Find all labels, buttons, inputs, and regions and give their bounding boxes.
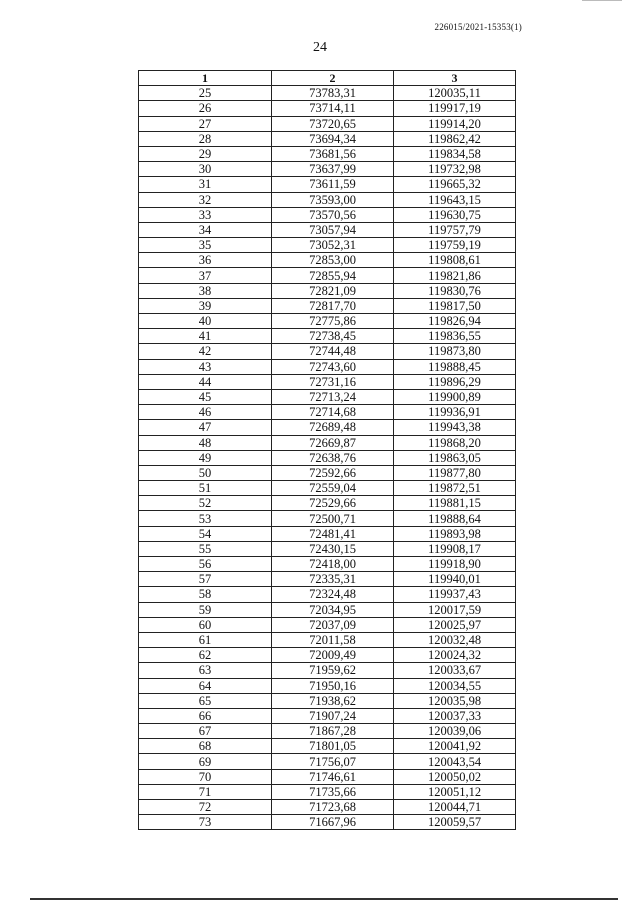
x-coordinate-cell: 71938,62: [272, 693, 394, 708]
point-number-cell: 38: [139, 283, 272, 298]
coordinates-table: [138, 70, 516, 830]
point-number-cell: 57: [139, 572, 272, 587]
point-number-cell: 51: [139, 481, 272, 496]
x-coordinate-cell: 72821,09: [272, 283, 394, 298]
x-coordinate-cell: 72775,86: [272, 314, 394, 329]
point-number-cell: 27: [139, 116, 272, 131]
table-row: [139, 329, 516, 344]
x-coordinate-cell: 72324,48: [272, 587, 394, 602]
point-number-cell: 61: [139, 632, 272, 647]
table-row: [139, 298, 516, 313]
table-row: [139, 800, 516, 815]
y-coordinate-cell: 119732,98: [394, 162, 516, 177]
y-coordinate-cell: 119893,98: [394, 526, 516, 541]
table-row: [139, 268, 516, 283]
table-row: [139, 405, 516, 420]
table-header: [139, 71, 516, 86]
table-row: [139, 192, 516, 207]
x-coordinate-cell: 73783,31: [272, 86, 394, 101]
y-coordinate-cell: 119900,89: [394, 389, 516, 404]
y-coordinate-cell: 119872,51: [394, 481, 516, 496]
x-coordinate-cell: 72034,95: [272, 602, 394, 617]
y-coordinate-cell: 119936,91: [394, 405, 516, 420]
y-coordinate-cell: 119877,80: [394, 465, 516, 480]
point-number-cell: 29: [139, 146, 272, 161]
y-coordinate-cell: 120035,11: [394, 86, 516, 101]
point-number-cell: 25: [139, 86, 272, 101]
point-number-cell: 50: [139, 465, 272, 480]
y-coordinate-cell: 119868,20: [394, 435, 516, 450]
x-coordinate-cell: 71746,61: [272, 769, 394, 784]
y-coordinate-cell: 119943,38: [394, 420, 516, 435]
point-number-cell: 41: [139, 329, 272, 344]
y-coordinate-cell: 120035,98: [394, 693, 516, 708]
point-number-cell: 35: [139, 238, 272, 253]
point-number-cell: 39: [139, 298, 272, 313]
point-number-cell: 71: [139, 784, 272, 799]
y-coordinate-cell: 120041,92: [394, 739, 516, 754]
x-coordinate-cell: 72744,48: [272, 344, 394, 359]
y-coordinate-cell: 119881,15: [394, 496, 516, 511]
y-coordinate-cell: 119759,19: [394, 238, 516, 253]
table-row: [139, 587, 516, 602]
y-coordinate-cell: 120059,57: [394, 815, 516, 830]
point-number-cell: 56: [139, 557, 272, 572]
table-row: [139, 465, 516, 480]
x-coordinate-cell: 73611,59: [272, 177, 394, 192]
point-number-cell: 63: [139, 663, 272, 678]
x-coordinate-cell: 73681,56: [272, 146, 394, 161]
y-coordinate-cell: 119830,76: [394, 283, 516, 298]
x-coordinate-cell: 73570,56: [272, 207, 394, 222]
y-coordinate-cell: 119888,64: [394, 511, 516, 526]
y-coordinate-cell: 119908,17: [394, 541, 516, 556]
y-coordinate-cell: 120034,55: [394, 678, 516, 693]
x-coordinate-cell: 71735,66: [272, 784, 394, 799]
column-header-1: 1: [139, 71, 272, 86]
table-row: [139, 359, 516, 374]
x-coordinate-cell: 72669,87: [272, 435, 394, 450]
point-number-cell: 73: [139, 815, 272, 830]
table-row: [139, 632, 516, 647]
x-coordinate-cell: 73052,31: [272, 238, 394, 253]
point-number-cell: 30: [139, 162, 272, 177]
table-row: [139, 754, 516, 769]
column-header-2: 2: [272, 71, 394, 86]
point-number-cell: 53: [139, 511, 272, 526]
table-row: [139, 617, 516, 632]
point-number-cell: 45: [139, 389, 272, 404]
point-number-cell: 60: [139, 617, 272, 632]
y-coordinate-cell: 120044,71: [394, 800, 516, 815]
page-number: 24: [313, 40, 327, 55]
y-coordinate-cell: 119862,42: [394, 131, 516, 146]
y-coordinate-cell: 119826,94: [394, 314, 516, 329]
table-row: [139, 693, 516, 708]
point-number-cell: 55: [139, 541, 272, 556]
table-row: [139, 602, 516, 617]
column-header-3: 3: [394, 71, 516, 86]
y-coordinate-cell: 119937,43: [394, 587, 516, 602]
footer-rule: [30, 898, 618, 900]
table-row: [139, 344, 516, 359]
y-coordinate-cell: 119630,75: [394, 207, 516, 222]
point-number-cell: 48: [139, 435, 272, 450]
y-coordinate-cell: 119888,45: [394, 359, 516, 374]
point-number-cell: 72: [139, 800, 272, 815]
point-number-cell: 65: [139, 693, 272, 708]
point-number-cell: 37: [139, 268, 272, 283]
y-coordinate-cell: 120051,12: [394, 784, 516, 799]
x-coordinate-cell: 71667,96: [272, 815, 394, 830]
x-coordinate-cell: 72559,04: [272, 481, 394, 496]
point-number-cell: 44: [139, 374, 272, 389]
x-coordinate-cell: 72714,68: [272, 405, 394, 420]
x-coordinate-cell: 73720,65: [272, 116, 394, 131]
table-row: [139, 450, 516, 465]
table-row: [139, 648, 516, 663]
table-row: [139, 526, 516, 541]
table-row: [139, 389, 516, 404]
x-coordinate-cell: 72335,31: [272, 572, 394, 587]
top-corner-mark: [582, 0, 622, 1]
x-coordinate-cell: 72817,70: [272, 298, 394, 313]
y-coordinate-cell: 119817,50: [394, 298, 516, 313]
y-coordinate-cell: 119940,01: [394, 572, 516, 587]
table-row: [139, 572, 516, 587]
x-coordinate-cell: 72418,00: [272, 557, 394, 572]
table-row: [139, 146, 516, 161]
x-coordinate-cell: 72738,45: [272, 329, 394, 344]
y-coordinate-cell: 119896,29: [394, 374, 516, 389]
table-row: [139, 663, 516, 678]
point-number-cell: 49: [139, 450, 272, 465]
table-row: [139, 724, 516, 739]
table-row: [139, 557, 516, 572]
y-coordinate-cell: 120050,02: [394, 769, 516, 784]
point-number-cell: 31: [139, 177, 272, 192]
table-row: [139, 177, 516, 192]
x-coordinate-cell: 72430,15: [272, 541, 394, 556]
point-number-cell: 34: [139, 222, 272, 237]
x-coordinate-cell: 73593,00: [272, 192, 394, 207]
x-coordinate-cell: 71867,28: [272, 724, 394, 739]
table-body: [139, 86, 516, 830]
table-row: [139, 86, 516, 101]
table-row: [139, 708, 516, 723]
point-number-cell: 62: [139, 648, 272, 663]
x-coordinate-cell: 73694,34: [272, 131, 394, 146]
table-row: [139, 374, 516, 389]
point-number-cell: 67: [139, 724, 272, 739]
table-row: [139, 784, 516, 799]
x-coordinate-cell: 72037,09: [272, 617, 394, 632]
point-number-cell: 42: [139, 344, 272, 359]
table-row: [139, 116, 516, 131]
y-coordinate-cell: 119914,20: [394, 116, 516, 131]
y-coordinate-cell: 119757,79: [394, 222, 516, 237]
y-coordinate-cell: 120024,32: [394, 648, 516, 663]
table-row: [139, 481, 516, 496]
table-row: [139, 253, 516, 268]
table-row: [139, 739, 516, 754]
y-coordinate-cell: 119834,58: [394, 146, 516, 161]
y-coordinate-cell: 120043,54: [394, 754, 516, 769]
x-coordinate-cell: 72011,58: [272, 632, 394, 647]
point-number-cell: 58: [139, 587, 272, 602]
y-coordinate-cell: 119917,19: [394, 101, 516, 116]
x-coordinate-cell: 73057,94: [272, 222, 394, 237]
y-coordinate-cell: 120033,67: [394, 663, 516, 678]
point-number-cell: 64: [139, 678, 272, 693]
y-coordinate-cell: 119836,55: [394, 329, 516, 344]
y-coordinate-cell: 119643,15: [394, 192, 516, 207]
table-row: [139, 815, 516, 830]
x-coordinate-cell: 72731,16: [272, 374, 394, 389]
x-coordinate-cell: 72500,71: [272, 511, 394, 526]
point-number-cell: 36: [139, 253, 272, 268]
x-coordinate-cell: 72638,76: [272, 450, 394, 465]
table-row: [139, 238, 516, 253]
table-row: [139, 678, 516, 693]
x-coordinate-cell: 72743,60: [272, 359, 394, 374]
table-row: [139, 207, 516, 222]
point-number-cell: 33: [139, 207, 272, 222]
point-number-cell: 52: [139, 496, 272, 511]
x-coordinate-cell: 72689,48: [272, 420, 394, 435]
point-number-cell: 47: [139, 420, 272, 435]
x-coordinate-cell: 72855,94: [272, 268, 394, 283]
point-number-cell: 40: [139, 314, 272, 329]
x-coordinate-cell: 72009,49: [272, 648, 394, 663]
x-coordinate-cell: 71723,68: [272, 800, 394, 815]
point-number-cell: 69: [139, 754, 272, 769]
table-row: [139, 283, 516, 298]
x-coordinate-cell: 72481,41: [272, 526, 394, 541]
x-coordinate-cell: 72592,66: [272, 465, 394, 480]
x-coordinate-cell: 71959,62: [272, 663, 394, 678]
y-coordinate-cell: 120037,33: [394, 708, 516, 723]
table-row: [139, 162, 516, 177]
y-coordinate-cell: 119821,86: [394, 268, 516, 283]
x-coordinate-cell: 73637,99: [272, 162, 394, 177]
point-number-cell: 28: [139, 131, 272, 146]
point-number-cell: 26: [139, 101, 272, 116]
x-coordinate-cell: 71756,07: [272, 754, 394, 769]
x-coordinate-cell: 72853,00: [272, 253, 394, 268]
y-coordinate-cell: 120032,48: [394, 632, 516, 647]
y-coordinate-cell: 119918,90: [394, 557, 516, 572]
y-coordinate-cell: 120025,97: [394, 617, 516, 632]
point-number-cell: 70: [139, 769, 272, 784]
point-number-cell: 43: [139, 359, 272, 374]
table-header-row: [139, 71, 516, 86]
y-coordinate-cell: 120039,06: [394, 724, 516, 739]
point-number-cell: 59: [139, 602, 272, 617]
table-row: [139, 314, 516, 329]
table-row: [139, 420, 516, 435]
y-coordinate-cell: 119863,05: [394, 450, 516, 465]
x-coordinate-cell: 71907,24: [272, 708, 394, 723]
table-row: [139, 222, 516, 237]
point-number-cell: 32: [139, 192, 272, 207]
x-coordinate-cell: 71950,16: [272, 678, 394, 693]
table-row: [139, 769, 516, 784]
x-coordinate-cell: 72713,24: [272, 389, 394, 404]
table-row: [139, 541, 516, 556]
y-coordinate-cell: 119873,80: [394, 344, 516, 359]
point-number-cell: 68: [139, 739, 272, 754]
y-coordinate-cell: 119808,61: [394, 253, 516, 268]
table-row: [139, 101, 516, 116]
point-number-cell: 46: [139, 405, 272, 420]
table-row: [139, 435, 516, 450]
y-coordinate-cell: 119665,32: [394, 177, 516, 192]
x-coordinate-cell: 73714,11: [272, 101, 394, 116]
table-row: [139, 496, 516, 511]
point-number-cell: 54: [139, 526, 272, 541]
x-coordinate-cell: 72529,66: [272, 496, 394, 511]
document-reference: 226015/2021-15353(1): [434, 22, 522, 32]
table-row: [139, 511, 516, 526]
x-coordinate-cell: 71801,05: [272, 739, 394, 754]
point-number-cell: 66: [139, 708, 272, 723]
table-row: [139, 131, 516, 146]
y-coordinate-cell: 120017,59: [394, 602, 516, 617]
